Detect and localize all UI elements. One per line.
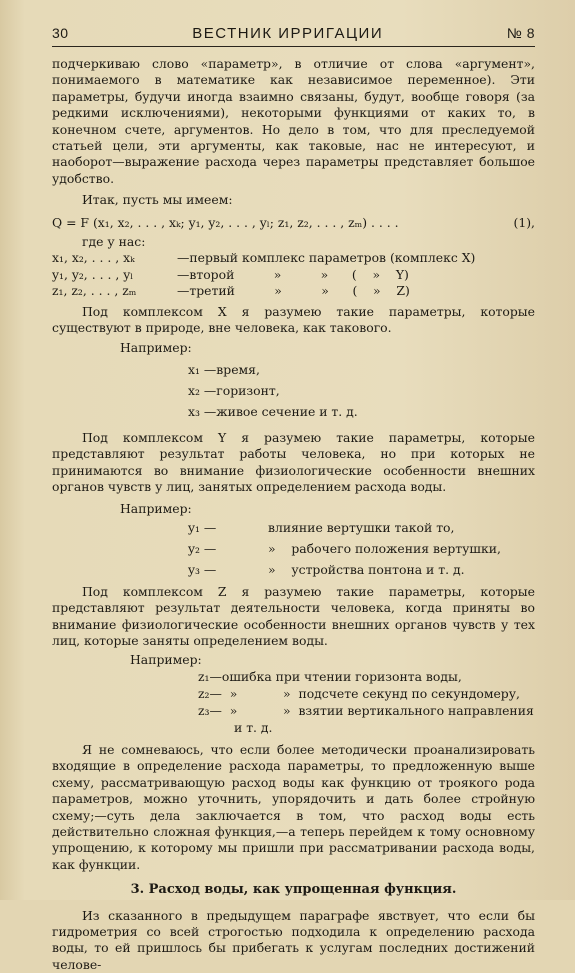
def-desc-z: —третий » » ( » Z) <box>177 283 410 299</box>
example-label-z: Например: <box>130 651 202 667</box>
issue-number: № 8 <box>506 25 535 41</box>
y-example-1: y₁ — влияние вертушки такой то, <box>188 519 455 535</box>
z-example-2: z₂— » » подсчете секунд по секундомеру, <box>198 685 520 701</box>
definition-z <box>52 283 535 299</box>
def-vars-x: x₁, x₂, . . . , xₖ <box>52 250 135 266</box>
x-example-3: x₃ —живое сечение и т. д. <box>188 403 358 419</box>
def-desc-x: —первый комплекс параметров (комплекс X) <box>177 250 476 266</box>
journal-title: ВЕСТНИК ИРРИГАЦИИ <box>192 24 384 42</box>
z-example-3: z₃— » » взятии вертикального направления <box>198 702 534 718</box>
example-label-y: Например: <box>120 500 192 516</box>
def-desc-y: —второй » » ( » Y) <box>177 266 409 282</box>
x-example-1: x₁ —время, <box>188 361 260 377</box>
header-rule <box>52 46 535 47</box>
x-example-2: x₂ —горизонт, <box>188 382 280 398</box>
y-example-2: y₂ — » рабочего положения вертушки, <box>188 540 501 556</box>
definition-y <box>52 267 535 283</box>
example-label-x: Например: <box>120 339 192 355</box>
paragraph-3: Под комплексом X я разумею такие параметры, которые существуют в природе, вне человека, как такового. <box>52 303 535 336</box>
def-vars-z: z₁, z₂, . . . , zₘ <box>52 283 137 299</box>
page-number: 30 <box>52 25 69 41</box>
article-body <box>52 56 535 973</box>
paragraph-1: подчеркиваю слово «параметр», в отличие от слова «аргумент», понимаемого в математике как независимое переменное). Эти параметры, будучи иногда взаимно связаны, будут, вообще говоря (за редкими исключениями), некоторыми функциями от каких то, в конечном счете, аргументов. Но дело в том, что для преследуемой статьей цели, эти аргументы, как таковые, нас не интересуют, и наоборот—выражение расхода через параметры представляет большое удобство. <box>52 56 535 186</box>
paragraph-2: Итак, пусть мы имеем: <box>82 192 233 208</box>
y-example-3: y₃ — » устройства понтона и т. д. <box>188 561 465 577</box>
section-heading: 3. Расход воды, как упрощенная функция. <box>130 882 457 898</box>
running-header <box>52 20 535 46</box>
where-label: где у нас: <box>82 234 146 250</box>
paragraph-5: Под комплексом Z я разумею такие параметры, которые представляют результат деятельности человека, когда приняты во внимание физиологические особенности внешних органов чувств у тех лиц, которые заняты определением воды. <box>52 583 535 649</box>
z-example-tail: и т. д. <box>234 719 273 735</box>
paragraph-6: Я не сомневаюсь, что если более методически проанализировать входящие в определение расхода параметры, то предложенную выше схему, рассматривающую расход воды как функцию от троякого рода параметров, можно уточнить, упорядочить и дать более стройную схему;—суть дела заключается в том, что расход воды есть действительно сложная функция,—а теперь перейдем к тому основному упрощению, к которому мы пришли при рассматривании расхода воды, как функции. <box>52 741 535 872</box>
paragraph-7: Из сказанного в предыдущем параграфе явствует, что если бы гидрометрия со всей строгостью подходила к определению расхода воды, то ей пришлось бы прибегать к услугам последних достижений челове- <box>52 907 535 972</box>
z-example-1: z₁— ошибка при чтении горизонта воды, <box>198 668 462 684</box>
formula-expression: Q = F (x₁, x₂, . . . , xₖ; y₁, y₂, . . . , yₗ; z₁, z₂, . . . , zₘ) . . . . <box>52 214 399 230</box>
paragraph-4: Под комплексом Y я разумею такие параметры, которые представляют результат работы человека, но при которых не принимаются во внимание физиологические особенности внешних органов чувств у лиц, занятых определением расхода воды. <box>52 429 535 495</box>
formula-1 <box>52 215 535 231</box>
def-vars-y: y₁, y₂, . . . , yₗ <box>52 266 134 282</box>
formula-number: (1), <box>513 214 535 230</box>
definition-x <box>52 250 535 266</box>
